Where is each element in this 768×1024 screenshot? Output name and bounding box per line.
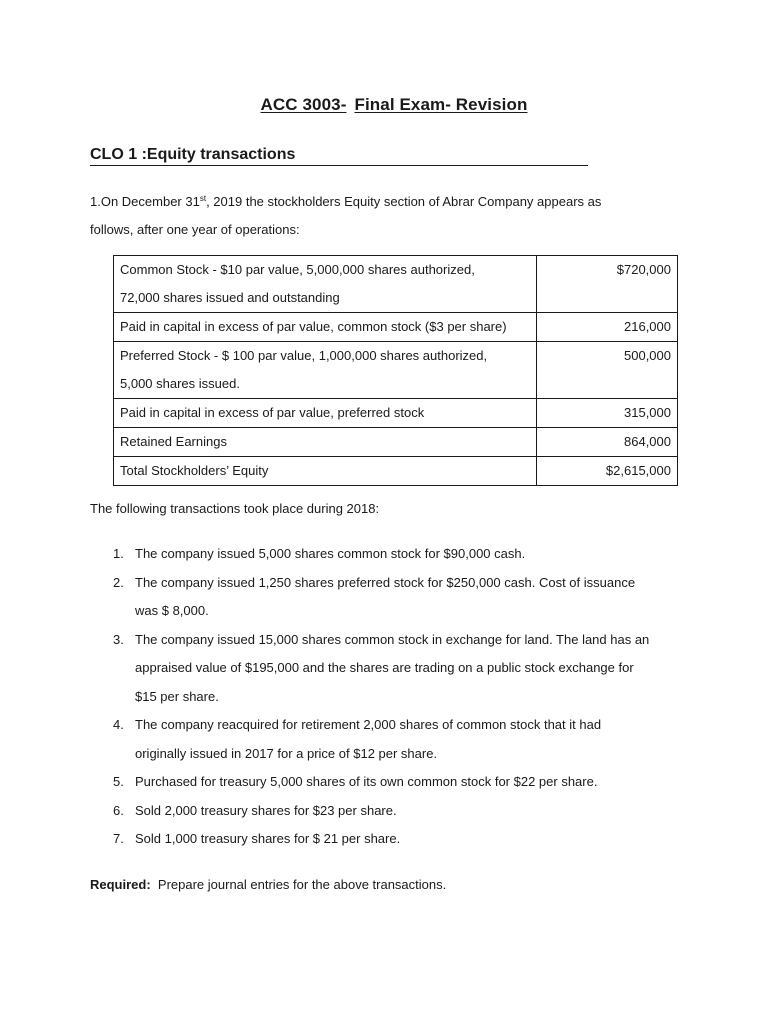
table-row — [114, 313, 678, 342]
account-amount: 864,000 — [537, 428, 678, 457]
intro-paragraph — [90, 188, 690, 244]
item-number: 7. — [113, 831, 124, 846]
item-number: 6. — [113, 802, 124, 818]
list-item — [90, 711, 680, 768]
table-row — [114, 399, 678, 428]
item-text-line: The company issued 5,000 shares common stock for $90,000 cash. — [135, 546, 526, 561]
course-code: ACC 3003- — [260, 95, 347, 114]
account-amount: 315,000 — [537, 399, 678, 428]
item-text-line: The company reacquired for retirement 2,000 shares of common stock that it had — [135, 717, 602, 732]
list-item — [90, 569, 680, 626]
item-text-line: The company issued 15,000 shares common stock in exchange for land. The land has an — [135, 631, 650, 647]
item-number: 1. — [113, 546, 124, 561]
item-number: 3. — [113, 631, 124, 647]
item-number: 4. — [113, 717, 124, 732]
exam-title: Final Exam- Revision — [354, 95, 528, 114]
intro-line-2: follows, after one year of operations: — [90, 222, 300, 237]
required-note — [90, 871, 446, 899]
page-title — [0, 95, 768, 115]
account-amount: $720,000 — [537, 256, 678, 313]
list-item — [90, 797, 680, 826]
table-row — [114, 256, 678, 313]
transactions-intro: The following transactions took place during 2018: — [90, 501, 380, 516]
table-row — [114, 428, 678, 457]
table-row — [114, 342, 678, 399]
section-heading: CLO 1 :Equity transactions — [90, 145, 588, 166]
item-number: 5. — [113, 774, 124, 789]
item-text-line: $15 per share. — [135, 688, 219, 704]
account-label: Preferred Stock - $ 100 par value, 1,000,000 shares authorized, 5,000 shares issued. — [114, 342, 537, 399]
item-text-line: Sold 1,000 treasury shares for $ 21 per share. — [135, 831, 401, 846]
item-text-line: appraised value of $195,000 and the shares are trading on a public stock exchange for — [135, 660, 634, 675]
list-item — [90, 626, 680, 712]
item-text-line: The company issued 1,250 shares preferred stock for $250,000 cash. Cost of issuance — [135, 574, 636, 590]
account-label: Retained Earnings — [114, 428, 537, 457]
item-text-line: Sold 2,000 treasury shares for $23 per share. — [135, 802, 397, 818]
account-amount: 216,000 — [537, 313, 678, 342]
intro-line-1: 1.On December 31st, 2019 the stockholders Equity section of Abrar Company appears as — [90, 194, 602, 209]
item-number: 2. — [113, 574, 124, 590]
item-text-line: Purchased for treasury 5,000 shares of its own common stock for $22 per share. — [135, 774, 598, 789]
equity-table — [113, 255, 678, 486]
account-label: Total Stockholders’ Equity — [114, 457, 537, 486]
list-item — [90, 768, 680, 797]
account-label: Paid in capital in excess of par value, preferred stock — [114, 399, 537, 428]
required-label: Required: — [90, 877, 151, 892]
list-item — [90, 825, 680, 854]
account-label: Paid in capital in excess of par value, common stock ($3 per share) — [114, 313, 537, 342]
account-amount: 500,000 — [537, 342, 678, 399]
required-text: Prepare journal entries for the above transactions. — [157, 877, 447, 892]
item-text-line: was $ 8,000. — [135, 603, 209, 618]
table-row — [114, 457, 678, 486]
transactions-list — [90, 540, 680, 854]
account-amount: $2,615,000 — [537, 457, 678, 486]
list-item — [90, 540, 680, 569]
item-text-line: originally issued in 2017 for a price of $12 per share. — [135, 745, 438, 761]
account-label: Common Stock - $10 par value, 5,000,000 shares authorized, 72,000 shares issued and outstanding — [114, 256, 537, 313]
